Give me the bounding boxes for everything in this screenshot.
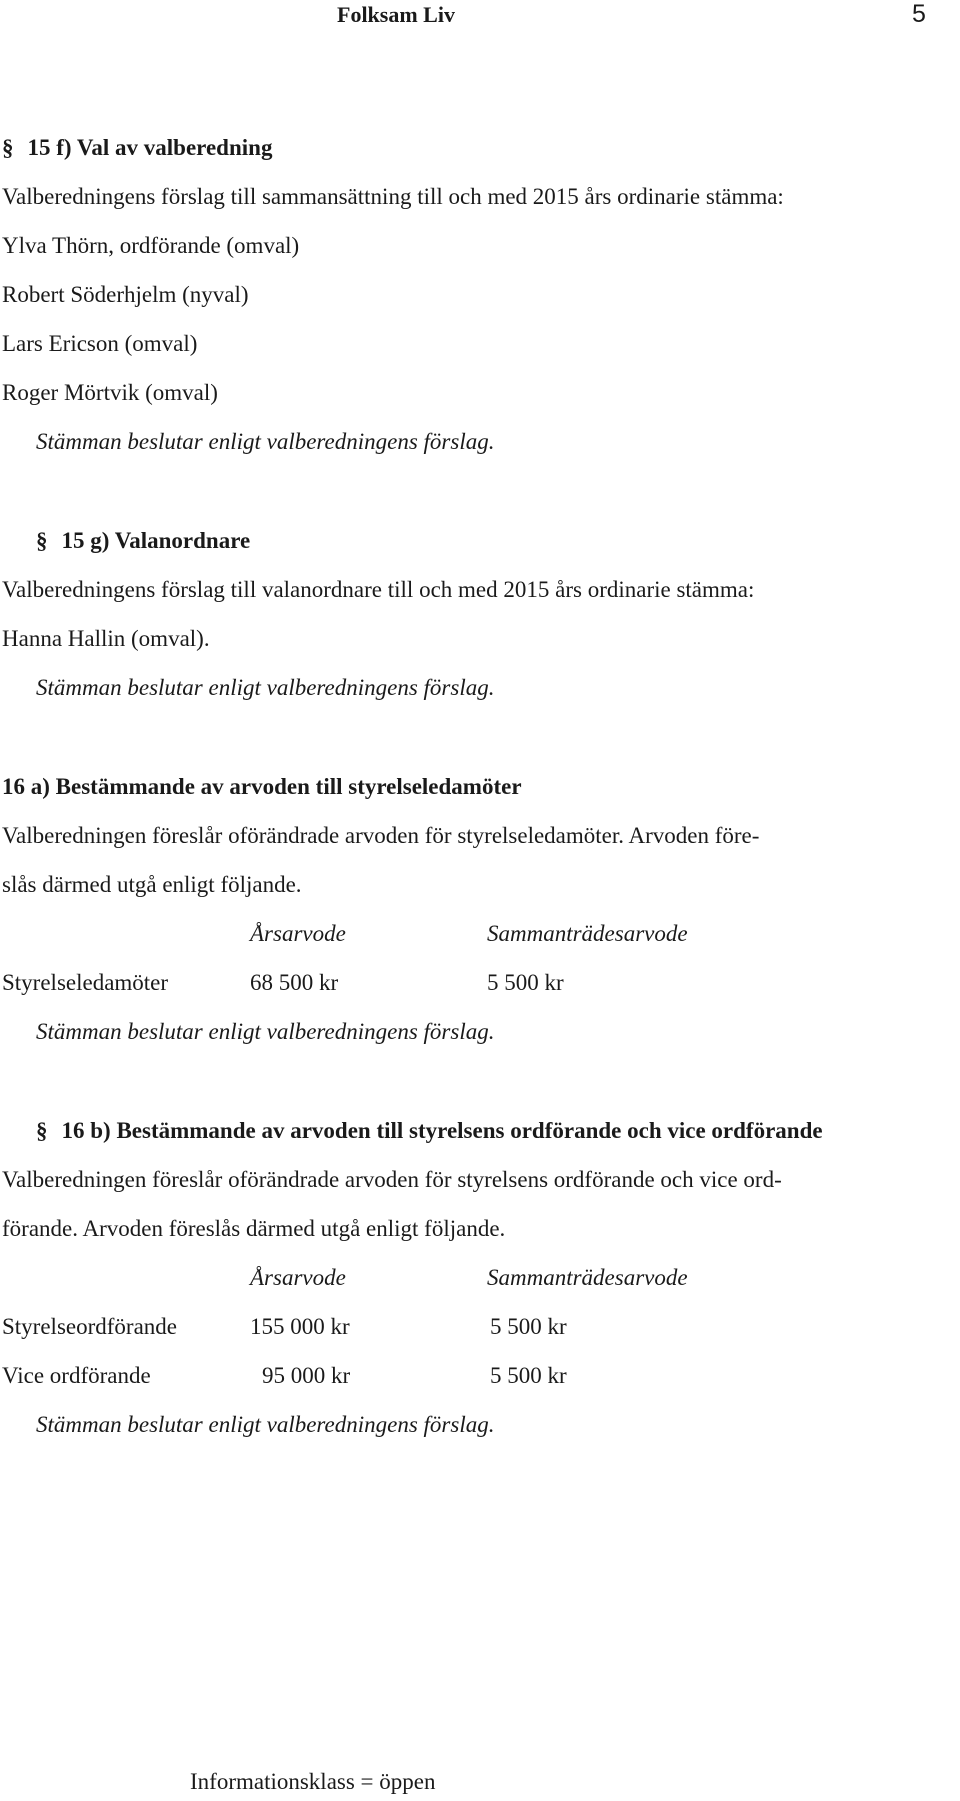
fee-row-meeting: 5 500 kr [490, 1363, 567, 1388]
fee-row-label: Vice ordförande [2, 1363, 151, 1388]
section-sign-icon: § [36, 1118, 48, 1143]
section-16a-text-line: Valberedningen föreslår oförändrade arvoden för styrelseledamöter. Arvoden före- [2, 823, 760, 848]
section-15f-title: 15 f) Val av valberedning [27, 135, 273, 160]
section-16a-text-line: slås därmed utgå enligt följande. [2, 872, 302, 897]
nominee-list-item: Roger Mörtvik (omval) [2, 380, 218, 405]
column-header-annual-fee: Årsarvode [250, 921, 346, 946]
section-16b-title: 16 b) Bestämmande av arvoden till styrelsens ordförande och vice ordförande [61, 1118, 823, 1143]
column-header-meeting-fee: Sammanträdesarvode [487, 1265, 688, 1290]
page-number: 5 [912, 0, 926, 28]
section-16b-text-line: Valberedningen föreslår oförändrade arvoden för styrelsens ordförande och vice ord- [2, 1167, 782, 1192]
section-15f-decision: Stämman beslutar enligt valberedningens förslag. [36, 429, 495, 454]
section-15g-decision: Stämman beslutar enligt valberedningens förslag. [36, 675, 495, 700]
section-sign-icon: § [36, 528, 48, 553]
section-15f-intro: Valberedningens förslag till sammansättning till och med 2015 års ordinarie stämma: [2, 184, 784, 209]
document-header-title: Folksam Liv [337, 2, 455, 27]
information-class-footer: Informationsklass = öppen [190, 1769, 436, 1794]
section-16a-decision: Stämman beslutar enligt valberedningens förslag. [36, 1019, 495, 1044]
fee-row-label: Styrelseordförande [2, 1314, 177, 1339]
section-16b-heading [36, 1119, 823, 1142]
column-header-annual-fee: Årsarvode [250, 1265, 346, 1290]
fee-row-meeting: 5 500 kr [487, 970, 564, 995]
nominee-list-item: Ylva Thörn, ordförande (omval) [2, 233, 300, 258]
section-16a-heading: 16 a) Bestämmande av arvoden till styrelseledamöter [2, 774, 522, 799]
nominee-list-item: Lars Ericson (omval) [2, 331, 198, 356]
fee-row-label: Styrelseledamöter [2, 970, 169, 995]
section-15g-title: 15 g) Valanordnare [61, 528, 251, 553]
section-16b-decision: Stämman beslutar enligt valberedningens förslag. [36, 1412, 495, 1437]
nominee-list-item: Robert Söderhjelm (nyval) [2, 282, 249, 307]
section-15g-intro: Valberedningens förslag till valanordnare till och med 2015 års ordinarie stämma: [2, 577, 755, 602]
section-15g-heading [36, 529, 250, 552]
column-header-meeting-fee: Sammanträdesarvode [487, 921, 688, 946]
section-15g-name: Hanna Hallin (omval). [2, 626, 210, 651]
fee-row-annual: 95 000 kr [262, 1363, 351, 1388]
fee-row-annual: 68 500 kr [250, 970, 339, 995]
section-16b-text-line: förande. Arvoden föreslås därmed utgå enligt följande. [2, 1216, 506, 1241]
fee-row-annual: 155 000 kr [250, 1314, 350, 1339]
fee-row-meeting: 5 500 kr [490, 1314, 567, 1339]
section-sign-icon: § [2, 135, 14, 160]
section-15f-heading [2, 136, 272, 159]
